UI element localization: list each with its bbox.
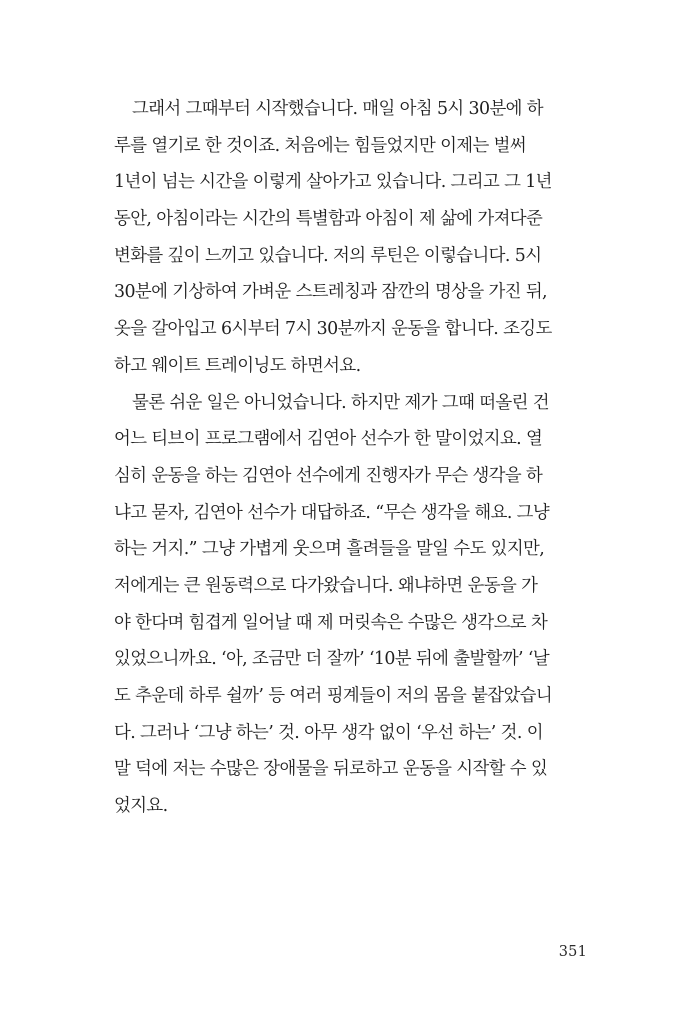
text-line: 었지요.: [114, 796, 168, 817]
text-line: 1년이 넘는 시간을 이렇게 살아가고 있습니다. 그리고 그 1년: [114, 172, 552, 193]
text-line: 심히 운동을 하는 김연아 선수에게 진행자가 무슨 생각을 하: [114, 465, 543, 486]
paragraph-2: [114, 385, 594, 825]
page-number: 351: [558, 944, 587, 960]
text-line: 있었으니까요. ‘아, 조금만 더 잘까’ ‘10분 뒤에 출발할까’ ‘날: [114, 649, 550, 670]
text-line: 물론 쉬운 일은 아니었습니다. 하지만 제가 그때 떠올린 건: [132, 392, 549, 413]
text-line: 말 덕에 저는 수많은 장애물을 뒤로하고 운동을 시작할 수 있: [114, 759, 548, 780]
text-line: 루를 열기로 한 것이죠. 처음에는 힘들었지만 이제는 벌써: [114, 135, 527, 156]
text-line: 어느 티브이 프로그램에서 김연아 선수가 한 말이었지요. 열: [114, 429, 543, 450]
text-line: 냐고 묻자, 김연아 선수가 대답하죠. “무슨 생각을 해요. 그냥: [114, 502, 550, 523]
text-line: 저에게는 큰 원동력으로 다가왔습니다. 왜냐하면 운동을 가: [114, 575, 538, 596]
text-line: 야 한다며 힘겹게 일어날 때 제 머릿속은 수많은 생각으로 차: [114, 612, 548, 633]
text-line: 동안, 아침이라는 시간의 특별함과 아침이 제 삶에 가져다준: [114, 209, 543, 230]
text-line: 30분에 기상하여 가벼운 스트레칭과 잠깐의 명상을 가진 뒤,: [114, 282, 547, 303]
text-line: 다. 그러나 ‘그냥 하는’ 것. 아무 생각 없이 ‘우선 하는’ 것. 이: [114, 722, 543, 743]
text-line: 하고 웨이트 트레이닝도 하면서요.: [114, 355, 361, 376]
text-line: 하는 거지.” 그냥 가볍게 웃으며 흘려들을 말일 수도 있지만,: [114, 539, 545, 560]
text-line: 변화를 깊이 느끼고 있습니다. 저의 루틴은 이렇습니다. 5시: [114, 245, 542, 266]
paragraph-1: [114, 91, 594, 385]
text-line: 옷을 갈아입고 6시부터 7시 30분까지 운동을 합니다. 조깅도: [114, 319, 552, 340]
body-text: [114, 91, 594, 825]
text-line: 그래서 그때부터 시작했습니다. 매일 아침 5시 30분에 하: [132, 99, 544, 119]
text-line: 도 추운데 하루 쉴까’ 등 여러 핑계들이 저의 몸을 붙잡았습니: [114, 686, 553, 706]
